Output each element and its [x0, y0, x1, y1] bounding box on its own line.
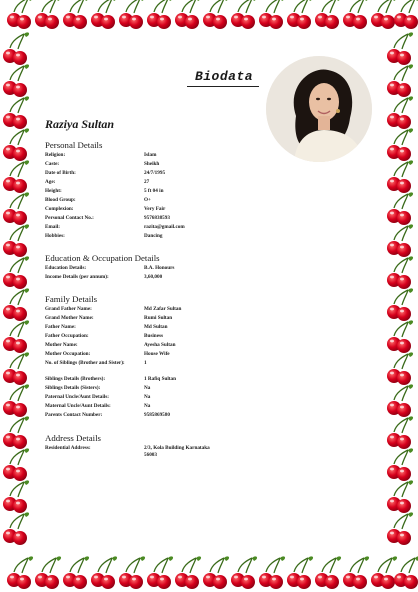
- field-value: Islam: [144, 152, 157, 158]
- field-value: Rumi Sultan: [144, 315, 173, 321]
- field-label: Parents Contact Number:: [45, 412, 103, 418]
- field-label: Height:: [45, 188, 62, 194]
- profile-photo: [266, 56, 372, 162]
- field-label: Income Details (per annum):: [45, 274, 109, 280]
- biodata-page: [36, 38, 380, 552]
- field-label: Blood Group:: [45, 197, 76, 203]
- section-heading-education: Education & Occupation Details: [45, 253, 160, 263]
- field-value: 24/7/1995: [144, 170, 166, 176]
- field-label: Father Name:: [45, 324, 76, 330]
- field-value: razita@gmail.com: [144, 224, 185, 230]
- field-label: Residential Address:: [45, 445, 91, 451]
- section-heading-family: Family Details: [45, 294, 98, 304]
- field-label: Email:: [45, 224, 60, 230]
- field-label: Education Details:: [45, 265, 87, 271]
- field-label: Personal Contact No.:: [45, 215, 94, 221]
- field-value: Sheikh: [144, 161, 160, 167]
- field-label: Father Occupation:: [45, 333, 89, 339]
- field-value: 1 Rafiq Sultan: [144, 376, 176, 382]
- field-label: Hobbies:: [45, 233, 65, 239]
- field-value: O+: [144, 197, 151, 203]
- field-label: Siblings Details (Brothers):: [45, 376, 106, 382]
- field-label: Age:: [45, 179, 56, 185]
- field-label: Complexion:: [45, 206, 74, 212]
- field-value: B.A. Honours: [144, 265, 175, 271]
- field-value: 27: [144, 179, 150, 185]
- field-value: 5 ft 04 in: [144, 188, 164, 194]
- field-label: No. of Siblings (Brother and Sister):: [45, 360, 125, 366]
- field-value: 1: [144, 360, 147, 366]
- section-heading-address: Address Details: [45, 433, 101, 443]
- field-value: Dancing: [144, 233, 163, 239]
- field-value: House Wife: [144, 351, 170, 357]
- field-label: Grand Father Name:: [45, 306, 92, 312]
- field-value: Md Zafar Sultan: [144, 306, 182, 312]
- document-title: Biodata: [194, 69, 254, 84]
- field-label: Siblings Details (Sisters):: [45, 385, 101, 391]
- field-value: Na: [144, 394, 151, 400]
- field-label: Paternal Uncle/Aunt Details:: [45, 394, 109, 400]
- field-value: Na: [144, 385, 151, 391]
- title-underline: [187, 86, 259, 87]
- field-value: Very Fair: [144, 206, 166, 212]
- field-value: 3,60,000: [144, 274, 163, 280]
- field-label: Grand Mother Name:: [45, 315, 94, 321]
- field-label: Date of Birth:: [45, 170, 76, 176]
- field-label: Mother Occupation:: [45, 351, 91, 357]
- field-value: Ayesha Sultan: [144, 342, 176, 348]
- field-value: Business: [144, 333, 164, 339]
- field-label: Caste:: [45, 161, 60, 167]
- field-label: Maternal Uncle/Aunt Details:: [45, 403, 111, 409]
- field-label: Mother Name:: [45, 342, 78, 348]
- field-label: Religion:: [45, 152, 66, 158]
- field-value: Md Sultan: [144, 324, 168, 330]
- section-heading-personal: Personal Details: [45, 140, 103, 150]
- field-value: 2/3, Kola Building Karnataka 56003: [144, 445, 210, 458]
- field-value: Na: [144, 403, 151, 409]
- field-value: 9585869580: [144, 412, 170, 418]
- candidate-name: Raziya Sultan: [45, 117, 115, 131]
- field-value: 9576838593: [144, 215, 170, 221]
